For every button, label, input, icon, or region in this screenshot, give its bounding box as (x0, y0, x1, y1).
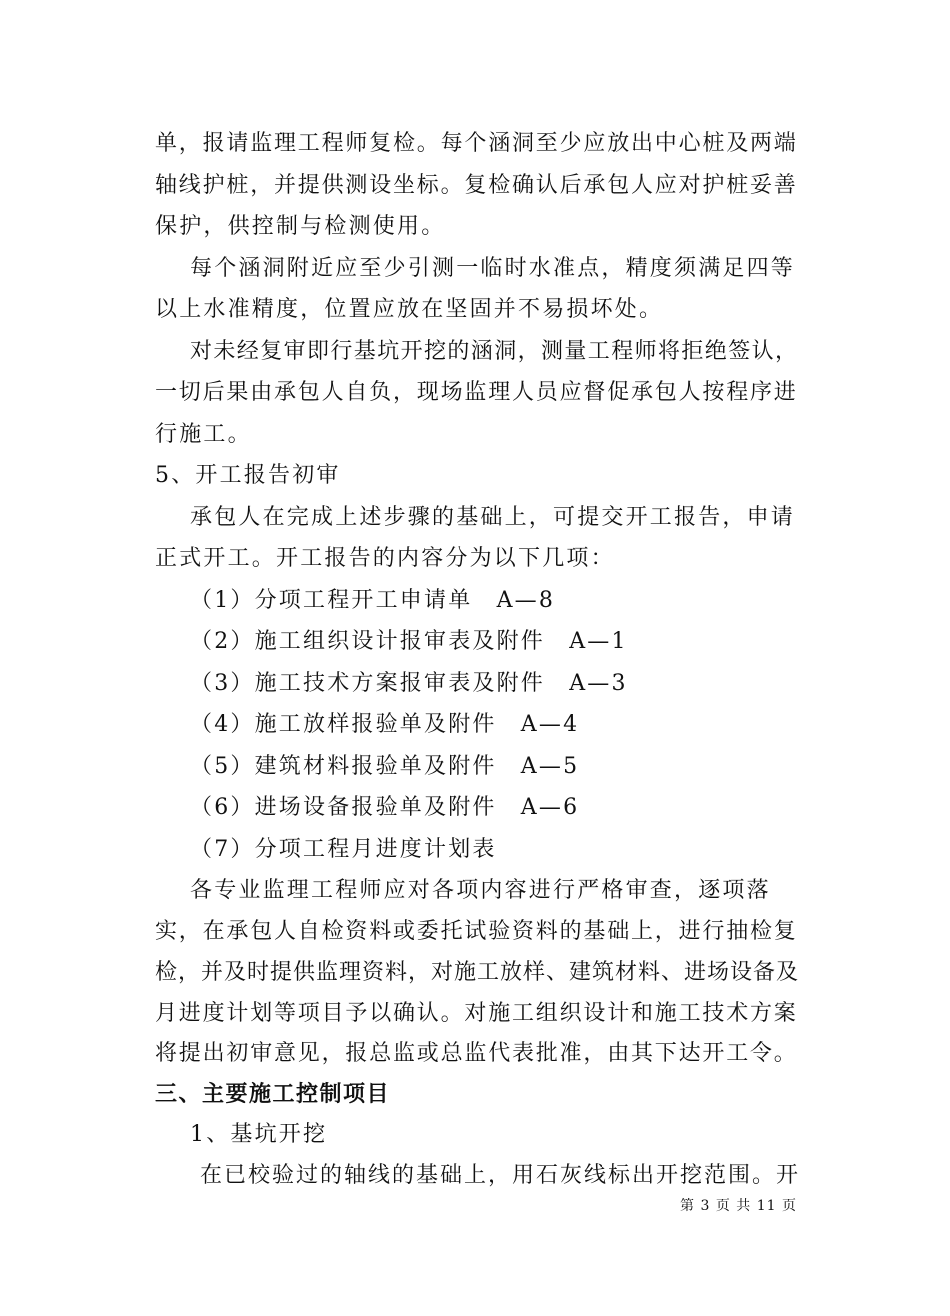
subsection-heading-1: 1、基坑开挖 (190, 1122, 328, 1147)
list-item-7: （7）分项工程月进度计划表 (190, 837, 497, 862)
list-item-6: （6）进场设备报验单及附件 A—6 (190, 795, 580, 820)
paragraph-line-5: 以上水准精度，位置应放在坚固并不易损坏处。 (155, 297, 664, 322)
list-item-5: （5）建筑材料报验单及附件 A—5 (190, 754, 580, 779)
paragraph-line-11: 正式开工。开工报告的内容分为以下几项： (155, 546, 615, 571)
paragraph-line-3: 保护，供控制与检测使用。 (155, 214, 446, 239)
paragraph-line-26: 在已校验过的轴线的基础上，用石灰线标出开挖范围。开 (200, 1163, 801, 1188)
paragraph-line-21: 检，并及时提供监理资料，对施工放样、建筑材料、进场设备及 (155, 960, 800, 985)
chapter-heading-3: 三、主要施工控制项目 (155, 1082, 391, 1107)
paragraph-line-6: 对未经复审即行基坑开挖的涵洞，测量工程师将拒绝签认， (190, 339, 799, 364)
paragraph-line-2: 轴线护桩，并提供测设坐标。复检确认后承包人应对护桩妥善 (155, 173, 798, 198)
paragraph-line-8: 行施工。 (155, 422, 252, 447)
paragraph-line-23: 将提出初审意见，报总监或总监代表批准，由其下达开工令。 (155, 1041, 798, 1066)
paragraph-line-20: 实，在承包人自检资料或委托试验资料的基础上，进行抽检复 (155, 919, 798, 944)
paragraph-line-1: 单，报请监理工程师复检。每个涵洞至少应放出中心桩及两端 (155, 131, 798, 156)
list-item-2: （2）施工组织设计报审表及附件 A—1 (190, 629, 628, 654)
paragraph-line-7: 一切后果由承包人自负，现场监理人员应督促承包人按程序进 (155, 380, 798, 405)
paragraph-line-10: 承包人在完成上述步骤的基础上，可提交开工报告，申请 (190, 505, 796, 530)
paragraph-line-22: 月进度计划等项目予以确认。对施工组织设计和施工技术方案 (155, 1001, 798, 1026)
list-item-3: （3）施工技术方案报审表及附件 A—3 (190, 671, 628, 696)
list-item-4: （4）施工放样报验单及附件 A—4 (190, 712, 580, 737)
paragraph-line-4: 每个涵洞附近应至少引测一临时水准点，精度须满足四等 (190, 256, 796, 281)
paragraph-line-19: 各专业监理工程师应对各项内容进行严格审查，逐项落 (190, 878, 771, 903)
list-item-1: （1）分项工程开工申请单 A—8 (190, 588, 556, 613)
section-heading-5: 5、开工报告初审 (155, 463, 341, 488)
page-footer: 第 3 页 共 11 页 (680, 1198, 797, 1214)
